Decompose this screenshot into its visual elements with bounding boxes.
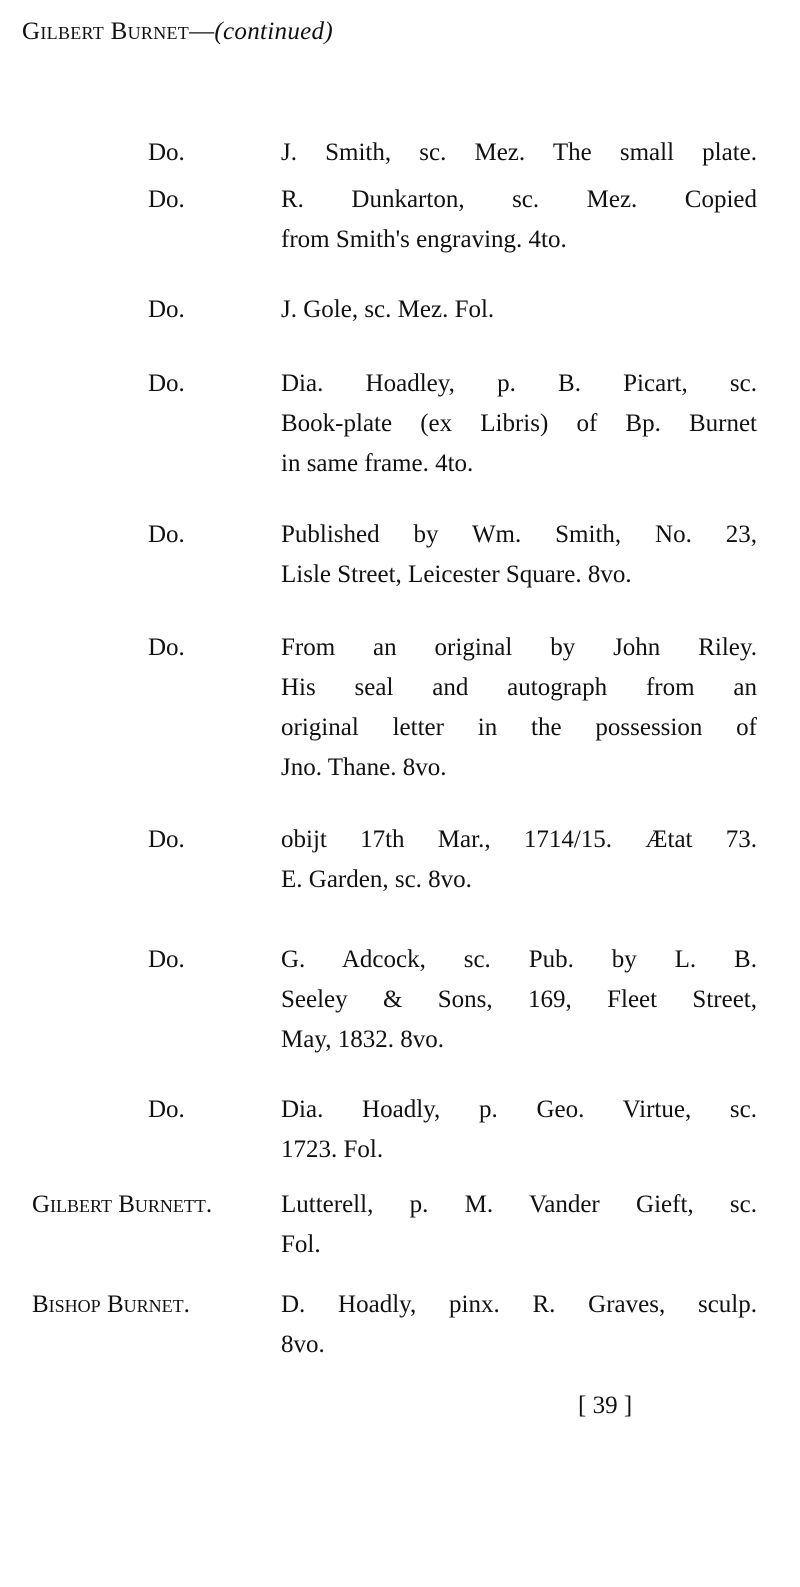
entry-label: Do. bbox=[148, 186, 185, 213]
entry-text bbox=[281, 1185, 757, 1265]
entry-line: J. Smith, sc. Mez. The small plate. bbox=[281, 139, 757, 166]
entry-text bbox=[281, 940, 757, 1060]
entry-text bbox=[281, 1090, 757, 1170]
entry-line: J. Gole, sc. Mez. Fol. bbox=[281, 296, 495, 323]
entry-line: Lutterell, p. M. Vander Gieft, sc. bbox=[281, 1191, 757, 1218]
entry-line: 1723. Fol. bbox=[281, 1136, 384, 1163]
entry-line: Dia. Hoadly, p. Geo. Virtue, sc. bbox=[281, 1096, 757, 1123]
entry-text bbox=[281, 180, 757, 260]
entry-line: G. Adcock, sc. Pub. by L. B. bbox=[281, 946, 757, 973]
entry-line: Seeley & Sons, 169, Fleet Street, bbox=[281, 986, 757, 1013]
entry-line: R. Dunkarton, sc. Mez. Copied bbox=[281, 186, 757, 213]
entry-line: Fol. bbox=[281, 1231, 321, 1258]
entry-line: obijt 17th Mar., 1714/15. Ætat 73. bbox=[281, 826, 757, 853]
entry-label: Do. bbox=[148, 296, 185, 323]
entry-line: Jno. Thane. 8vo. bbox=[281, 754, 447, 781]
entry-line: Book-plate (ex Libris) of Bp. Burnet bbox=[281, 410, 757, 437]
running-header bbox=[22, 18, 333, 46]
entry-label: Do. bbox=[148, 634, 185, 661]
header-dash: — bbox=[189, 18, 215, 45]
entry-line: May, 1832. 8vo. bbox=[281, 1026, 444, 1053]
entry-text bbox=[281, 290, 757, 330]
entry-label: Do. bbox=[148, 521, 185, 548]
entry-line: original letter in the possession of bbox=[281, 714, 757, 741]
entry-text bbox=[281, 628, 757, 788]
entry-text bbox=[281, 820, 757, 900]
entry-text bbox=[281, 515, 757, 595]
entry-line: From an original by John Riley. bbox=[281, 634, 757, 661]
entry-line: His seal and autograph from an bbox=[281, 674, 757, 701]
header-name: Gilbert Burnet bbox=[22, 18, 190, 45]
header-continued: (continued) bbox=[214, 18, 333, 45]
entry-label: Bishop Burnet. bbox=[32, 1291, 190, 1318]
entry-line: Lisle Street, Leicester Square. 8vo. bbox=[281, 561, 632, 588]
entry-label: Gilbert Burnett. bbox=[32, 1191, 213, 1218]
entry-line: E. Garden, sc. 8vo. bbox=[281, 866, 472, 893]
entry-label: Do. bbox=[148, 1096, 185, 1123]
entry-line: in same frame. 4to. bbox=[281, 450, 474, 477]
entry-line: Published by Wm. Smith, No. 23, bbox=[281, 521, 757, 548]
entry-text bbox=[281, 133, 757, 173]
entry-text bbox=[281, 1285, 757, 1365]
entry-label: Do. bbox=[148, 370, 185, 397]
entry-line: from Smith's engraving. 4to. bbox=[281, 226, 567, 253]
page-number: [ 39 ] bbox=[578, 1392, 633, 1419]
entry-label: Do. bbox=[148, 946, 185, 973]
entry-line: D. Hoadly, pinx. R. Graves, sculp. bbox=[281, 1291, 757, 1318]
entry-text bbox=[281, 364, 757, 484]
entry-label: Do. bbox=[148, 139, 185, 166]
entry-line: Dia. Hoadley, p. B. Picart, sc. bbox=[281, 370, 757, 397]
entry-label: Do. bbox=[148, 826, 185, 853]
entry-line: 8vo. bbox=[281, 1331, 325, 1358]
